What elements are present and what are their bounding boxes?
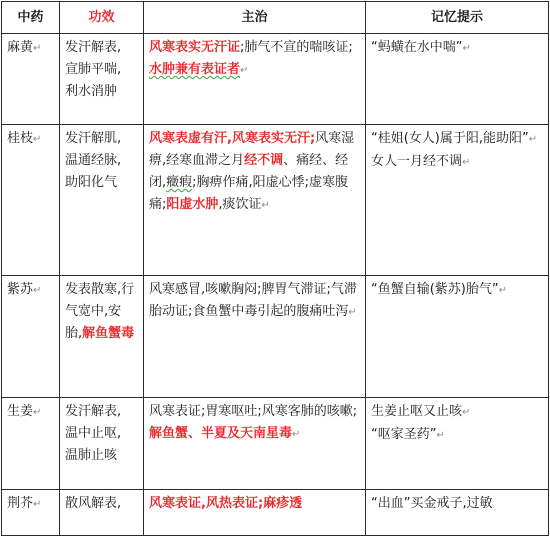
indication-text: 癥瘕 xyxy=(166,175,193,190)
table-row xyxy=(2,490,549,536)
memory-cell xyxy=(366,490,549,536)
effect-cell xyxy=(60,490,144,536)
effect-line: 温中止呕, xyxy=(65,426,122,441)
indication-text: 风寒表证;胃寒呕吐;风寒客肺的咳嗽; xyxy=(149,404,358,419)
table-row xyxy=(2,398,549,490)
table-row xyxy=(2,125,549,276)
header-effect: 功效 xyxy=(60,2,144,34)
return-mark: ↵ xyxy=(462,43,471,54)
herb-name: 紫苏 xyxy=(7,282,34,297)
return-mark: ↵ xyxy=(436,430,445,441)
memory-cell xyxy=(366,398,549,490)
header-memory: 记忆提示 xyxy=(366,2,549,34)
return-mark: ↵ xyxy=(462,407,471,418)
indication-text: ;胸痹作痛,阳虚心悸;虚寒腹痛; xyxy=(149,175,349,212)
herb-efficacy-table xyxy=(1,1,549,536)
herb-name: 荆芥 xyxy=(7,496,34,511)
return-mark: ↵ xyxy=(348,307,357,318)
memory-cell xyxy=(366,34,549,125)
header-herb: 中药 xyxy=(2,2,60,34)
indication-text: 、痛经、经闭, xyxy=(149,153,349,190)
indication-text: ;肺气不宣的喘咳证; xyxy=(240,40,353,55)
effect-text: 发表散寒,行气宽中,安胎, xyxy=(65,282,135,341)
memory-cell xyxy=(366,276,549,398)
herb-name-cell xyxy=(2,398,60,490)
indication-text: 风寒湿痹,经寒血滞之月 xyxy=(149,131,355,168)
indication-emphasis: 阳虚水肿 xyxy=(166,197,219,212)
indication-emphasis: 解鱼蟹、半夏及天南星毒 xyxy=(149,426,293,441)
indication-cell xyxy=(144,398,366,490)
return-mark: ↵ xyxy=(498,285,508,296)
herb-name: 桂枝 xyxy=(7,131,34,146)
indication-emphasis: 水肿兼有表证者 xyxy=(149,62,241,77)
indication-cell xyxy=(144,490,366,536)
herb-name-cell xyxy=(2,125,60,276)
return-mark: ↵ xyxy=(240,65,249,76)
effect-emphasis: 解鱼蟹毒 xyxy=(82,326,135,341)
return-mark: ↵ xyxy=(292,429,301,440)
effect-cell xyxy=(60,276,144,398)
indication-emphasis: 经不调 xyxy=(244,153,284,168)
effect-line: 温肺止咳 xyxy=(65,448,118,463)
indication-cell xyxy=(144,125,366,276)
memory-text: “桂姐(女人)属于阳,能助阳” xyxy=(371,131,529,146)
effect-cell xyxy=(60,34,144,125)
effect-line: 发汗解表, xyxy=(65,404,122,419)
return-mark: ↵ xyxy=(33,43,42,54)
indication-cell xyxy=(144,276,366,398)
memory-cell xyxy=(366,125,549,276)
header-row xyxy=(2,2,549,34)
effect-line: 发汗解肌, xyxy=(65,131,122,146)
herb-name: 麻黄 xyxy=(7,40,34,55)
return-mark: ↵ xyxy=(528,134,538,145)
effect-line: 利水消肿 xyxy=(65,84,118,99)
herb-name: 生姜 xyxy=(7,404,34,419)
memory-text: “蚂蟥在水中喘” xyxy=(371,40,463,55)
header-indication: 主治 xyxy=(144,2,366,34)
effect-cell xyxy=(60,125,144,276)
effect-line: 发汗解表, xyxy=(65,40,122,55)
return-mark: ↵ xyxy=(261,200,270,211)
indication-emphasis: 风寒表虚有汗,风寒表实无汗; xyxy=(149,131,316,146)
indication-cell xyxy=(144,34,366,125)
return-mark: ↵ xyxy=(33,134,42,145)
indication-emphasis: 风寒表实无汗证 xyxy=(149,40,241,55)
memory-text: “呕家圣药” xyxy=(371,427,437,442)
table-row xyxy=(2,276,549,398)
herb-name-cell xyxy=(2,490,60,536)
effect-line: 散风解表, xyxy=(65,496,122,511)
return-mark: ↵ xyxy=(33,285,42,296)
return-mark: ↵ xyxy=(33,499,42,510)
memory-text: 生姜止呕又止咳 xyxy=(371,404,463,419)
memory-text: “鱼蟹自输(紫苏)胎气” xyxy=(371,282,499,297)
effect-cell xyxy=(60,398,144,490)
indication-text: 风寒感冒,咳嗽胸闷;脾胃气滞证;气滞胎动证;食鱼蟹中毒引起的腹痛吐泻 xyxy=(149,282,357,319)
indication-emphasis: 风寒表证,风热表证;麻疹透 xyxy=(149,496,303,511)
effect-line: 宣肺平喘, xyxy=(65,62,122,77)
indication-text: ,痰饮证 xyxy=(218,197,262,212)
return-mark: ↵ xyxy=(33,407,42,418)
effect-line: 助阳化气 xyxy=(65,175,118,190)
memory-text: “出血”买金戒子,过敏 xyxy=(371,496,493,511)
table-row xyxy=(2,34,549,125)
return-mark: ↵ xyxy=(462,157,471,168)
effect-line: 温通经脉, xyxy=(65,153,122,168)
herb-name-cell xyxy=(2,276,60,398)
herb-name-cell xyxy=(2,34,60,125)
memory-text: 女人一月经不调 xyxy=(371,154,463,169)
